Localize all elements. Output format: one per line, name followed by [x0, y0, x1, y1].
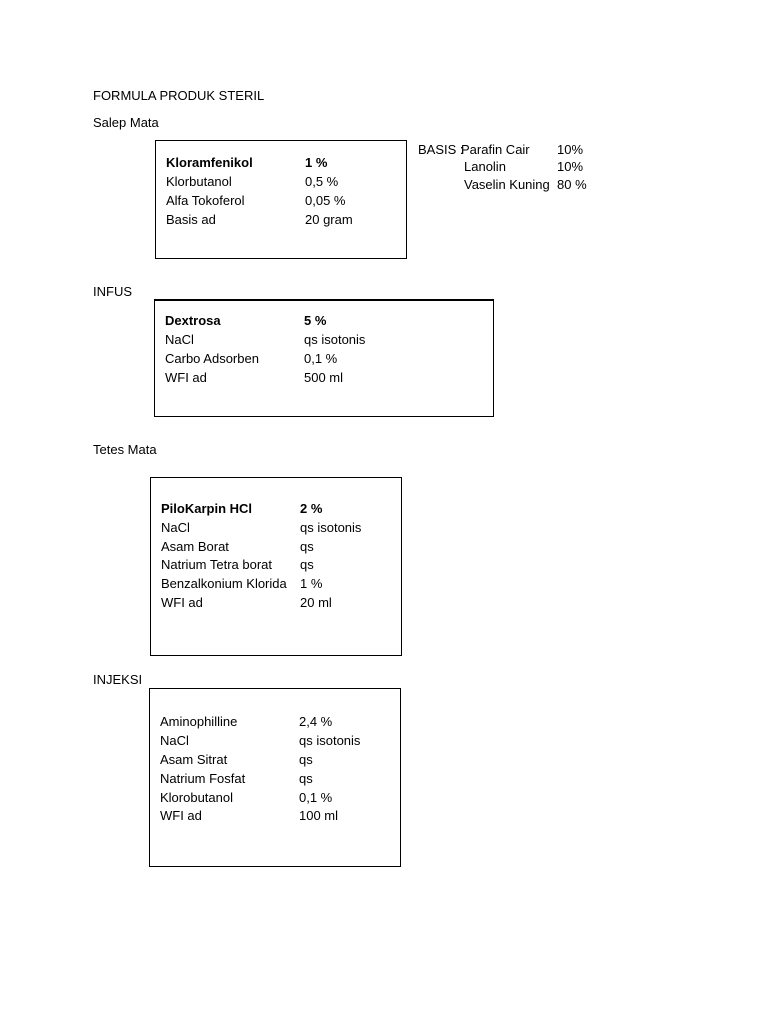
- ingredient-name: Dextrosa: [165, 313, 221, 328]
- formula-row: [151, 557, 401, 576]
- ingredient-amount: qs: [299, 771, 313, 786]
- formula-row: [155, 351, 493, 370]
- ingredient-amount: 20 gram: [305, 212, 353, 227]
- ingredient-name: NaCl: [165, 332, 194, 347]
- ingredient-amount: qs isotonis: [304, 332, 366, 347]
- basis-item-name: Lanolin: [464, 159, 506, 174]
- formula-box-tetes-mata: [150, 477, 402, 656]
- ingredient-amount: 100 ml: [299, 808, 339, 823]
- document-title: FORMULA PRODUK STERIL: [93, 88, 265, 103]
- formula-box-injeksi: [149, 688, 401, 867]
- ingredient-name: Natrium Tetra borat: [161, 557, 273, 572]
- section-heading-infus: INFUS: [93, 284, 132, 299]
- formula-row: [156, 193, 406, 212]
- basis-item-value: 10%: [557, 159, 584, 174]
- formula-box-salep-mata: [155, 140, 407, 259]
- ingredient-name: Benzalkonium Klorida: [161, 576, 287, 591]
- ingredient-amount: qs isotonis: [300, 520, 362, 535]
- ingredient-amount: qs: [300, 557, 314, 572]
- ingredient-name: Klorbutanol: [166, 174, 232, 189]
- basis-item-value: 10%: [557, 142, 584, 157]
- ingredient-name: Klorobutanol: [160, 790, 233, 805]
- ingredient-amount: qs: [299, 752, 313, 767]
- ingredient-name: NaCl: [161, 520, 190, 535]
- ingredient-amount: qs isotonis: [299, 733, 361, 748]
- ingredient-amount: 0,05 %: [305, 193, 346, 208]
- formula-row: [150, 790, 400, 809]
- formula-row: [150, 752, 400, 771]
- formula-row: [151, 595, 401, 614]
- ingredient-name: Asam Sitrat: [160, 752, 228, 767]
- formula-row: [151, 576, 401, 595]
- basis-item-name: Parafin Cair: [461, 142, 530, 157]
- ingredient-amount: 5 %: [304, 313, 327, 328]
- ingredient-name: Kloramfenikol: [166, 155, 253, 170]
- formula-row: [156, 155, 406, 174]
- ingredient-amount: 1 %: [300, 576, 323, 591]
- ingredient-name: Carbo Adsorben: [165, 351, 259, 366]
- ingredient-name: WFI ad: [160, 808, 202, 823]
- ingredient-name: PiloKarpin HCl: [161, 501, 253, 516]
- section-heading-salep-mata: Salep Mata: [93, 115, 159, 130]
- ingredient-amount: 0,5 %: [305, 174, 339, 189]
- basis-item-name: Vaselin Kuning: [464, 177, 550, 192]
- ingredient-amount: 2,4 %: [299, 714, 333, 729]
- ingredient-amount: qs: [300, 539, 314, 554]
- ingredient-amount: 0,1 %: [299, 790, 333, 805]
- ingredient-amount: 0,1 %: [304, 351, 338, 366]
- ingredient-amount: 500 ml: [304, 370, 344, 385]
- formula-row: [156, 174, 406, 193]
- formula-row: [155, 370, 493, 389]
- formula-row: [151, 539, 401, 558]
- ingredient-name: Basis ad: [166, 212, 216, 227]
- section-heading-injeksi: INJEKSI: [93, 672, 143, 687]
- formula-row: [150, 771, 400, 790]
- formula-row: [151, 520, 401, 539]
- formula-row: [150, 714, 400, 733]
- ingredient-amount: 20 ml: [300, 595, 332, 610]
- formula-row: [150, 808, 400, 827]
- ingredient-name: WFI ad: [165, 370, 207, 385]
- formula-row: [155, 313, 493, 332]
- formula-row: [150, 733, 400, 752]
- formula-row: [156, 212, 406, 231]
- section-heading-tetes-mata: Tetes Mata: [93, 442, 157, 457]
- ingredient-amount: 2 %: [300, 501, 323, 516]
- ingredient-name: WFI ad: [161, 595, 203, 610]
- ingredient-name: Asam Borat: [161, 539, 229, 554]
- formula-box-infus: [154, 299, 494, 417]
- ingredient-name: Aminophilline: [160, 714, 238, 729]
- ingredient-name: Natrium Fosfat: [160, 771, 246, 786]
- formula-row: [151, 501, 401, 520]
- ingredient-name: Alfa Tokoferol: [166, 193, 245, 208]
- formula-row: [155, 332, 493, 351]
- ingredient-name: NaCl: [160, 733, 189, 748]
- basis-item-value: 80 %: [557, 177, 587, 192]
- basis-label: BASIS :: [418, 142, 464, 157]
- ingredient-amount: 1 %: [305, 155, 328, 170]
